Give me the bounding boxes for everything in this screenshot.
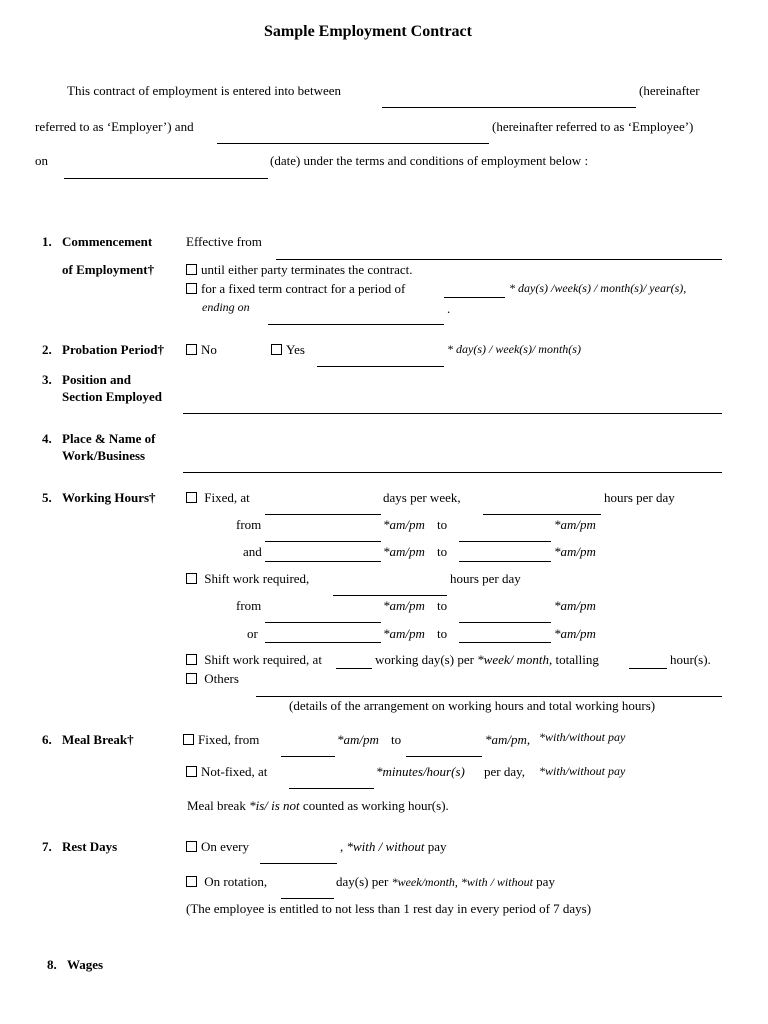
s1-opt2-label: for a fixed term contract for a period of [201, 281, 406, 296]
s6-meal-b: *is/ is not [249, 798, 300, 813]
s5-and-blank[interactable] [265, 561, 381, 562]
s5-hours-blank[interactable] [483, 514, 601, 515]
employer-name-blank[interactable] [382, 107, 636, 108]
s2-no-label: No [201, 342, 217, 357]
s1-opt1-label: until either party terminates the contract. [201, 262, 413, 277]
s5-or: or [247, 626, 258, 641]
s7-on-every-label: On every [201, 839, 250, 854]
s6-meal-note [187, 799, 449, 812]
s7-days-per: day(s) per [336, 874, 389, 889]
s5-shift2-checkbox[interactable] [186, 654, 197, 665]
intro-line1: This contract of employment is entered into between [67, 83, 341, 98]
s6-pay-1: *with/without pay [539, 730, 626, 744]
s6-per-day: per day, [484, 764, 526, 779]
s6-minutes-blank[interactable] [289, 788, 374, 789]
s6-number: 6. [42, 732, 52, 747]
s6-notfixed-label: Not-fixed, at [201, 764, 268, 779]
employee-name-blank[interactable] [217, 143, 489, 144]
s4-number: 4. [42, 431, 52, 446]
s5-working-days-label: working day(s) per [375, 652, 474, 667]
s5-number: 5. [42, 490, 52, 505]
s5-to-1: to [437, 517, 448, 532]
s2-yes-label: Yes [286, 342, 305, 357]
s7-rotation-checkbox[interactable] [186, 876, 197, 887]
s6-from-blank[interactable] [281, 756, 335, 757]
s5-ampm-4: *am/pm [554, 544, 596, 559]
s6-to-blank[interactable] [406, 756, 482, 757]
s7-title: Rest Days [62, 839, 118, 854]
s5-days-per-week: days per week, [383, 490, 461, 505]
s6-fixed [183, 733, 259, 746]
s7-on-every-tail [340, 840, 447, 853]
s5-ampm-7: *am/pm [383, 626, 425, 641]
s5-ampm-2: *am/pm [554, 517, 596, 532]
s6-pay-2: *with/without pay [539, 764, 626, 778]
s5-to-2-blank[interactable] [459, 561, 551, 562]
s7-comma: , [340, 839, 344, 854]
s7-pay-2: pay [536, 874, 555, 889]
s6-fixed-label: Fixed, from [198, 732, 260, 747]
s1-title-b: of Employment† [62, 262, 155, 277]
s5-week-month: *week/ month, [477, 652, 553, 667]
page-title: Sample Employment Contract [264, 23, 472, 40]
s5-to-3-blank[interactable] [459, 622, 551, 623]
s5-from-2-blank[interactable] [265, 622, 381, 623]
s5-hours-per-day: hours per day [604, 490, 675, 505]
s3-title-a: Position and [62, 372, 131, 387]
s7-rotation-blank[interactable] [281, 898, 334, 899]
s7-on-every [186, 840, 249, 853]
s5-to-2: to [437, 544, 448, 559]
s1-ending-blank[interactable] [268, 324, 444, 325]
intro-on: on [35, 153, 48, 168]
s8-title: Wages [67, 957, 104, 972]
s6-title: Meal Break† [62, 732, 134, 747]
s7-rotation-tail [336, 875, 555, 888]
s1-effective-label: Effective from [186, 234, 262, 249]
s7-note: (The employee is entitled to not less than 1 rest day in every period of 7 days) [186, 901, 592, 916]
s6-to: to [391, 732, 402, 747]
s5-others-checkbox[interactable] [186, 673, 197, 684]
s5-shift-label: Shift work required, [204, 571, 310, 586]
s5-fixed [186, 491, 250, 504]
s2-title: Probation Period† [62, 342, 164, 357]
s7-week-month: *week/month, *with / without [391, 875, 533, 889]
s5-shift-hours-blank[interactable] [333, 595, 447, 596]
s6-notfixed-checkbox[interactable] [186, 766, 197, 777]
s1-ending: ending on [202, 300, 250, 314]
s5-shift [186, 572, 309, 585]
s5-fixed-checkbox[interactable] [186, 492, 197, 503]
s1-opt1 [186, 263, 413, 276]
s5-ampm-5: *am/pm [383, 598, 425, 613]
s2-yes [271, 343, 305, 356]
s1-opt1-checkbox[interactable] [186, 264, 197, 275]
s1-title-a: Commencement [62, 234, 153, 249]
s6-minutes: *minutes/hour(s) [376, 764, 465, 779]
s5-from-1-blank[interactable] [265, 541, 381, 542]
s5-ampm-8: *am/pm [554, 626, 596, 641]
s5-and: and [243, 544, 262, 559]
s1-period-dot: . [447, 301, 451, 316]
s5-ampm-6: *am/pm [554, 598, 596, 613]
s5-shift2-label: Shift work required, at [204, 652, 322, 667]
s2-yes-checkbox[interactable] [271, 344, 282, 355]
s5-title: Working Hours† [62, 490, 156, 505]
s4-title-b: Work/Business [62, 448, 146, 463]
s5-hours: hour(s). [670, 652, 711, 667]
s5-to-1-blank[interactable] [459, 541, 551, 542]
s5-shift-hours-per-day: hours per day [450, 571, 521, 586]
s7-on-every-checkbox[interactable] [186, 841, 197, 852]
s2-units: * day(s) / week(s)/ month(s) [447, 342, 581, 356]
s5-shift-checkbox[interactable] [186, 573, 197, 584]
s4-place-blank[interactable] [183, 472, 722, 473]
s3-title-b: Section Employed [62, 389, 163, 404]
s6-ampm-1: *am/pm [337, 732, 379, 747]
intro-line2-start: referred to as ‘Employer’) and [35, 119, 194, 134]
s5-to-3: to [437, 598, 448, 613]
s2-period-blank[interactable] [317, 366, 444, 367]
s1-effective-blank[interactable] [276, 259, 722, 260]
s5-to-4-blank[interactable] [459, 642, 551, 643]
intro-line2-end: (hereinafter referred to as ‘Employee’) [492, 119, 694, 134]
s5-shift2 [186, 653, 322, 666]
s5-from-1: from [236, 517, 262, 532]
s7-on-every-blank[interactable] [260, 863, 337, 864]
s5-or-blank[interactable] [265, 642, 381, 643]
s5-days-blank[interactable] [265, 514, 381, 515]
s6-meal-a: Meal break [187, 798, 246, 813]
s5-others-blank[interactable] [256, 696, 722, 697]
s1-period-blank[interactable] [444, 297, 505, 298]
s3-number: 3. [42, 372, 52, 387]
s7-number: 7. [42, 839, 52, 854]
s5-others [186, 672, 239, 685]
intro-line3-end: (date) under the terms and conditions of employment below : [270, 153, 589, 168]
s5-shift2-days-blank[interactable] [336, 668, 372, 669]
s5-to-4: to [437, 626, 448, 641]
s2-number: 2. [42, 342, 52, 357]
s6-notfixed [186, 765, 267, 778]
s1-number: 1. [42, 234, 52, 249]
s6-ampm-2: *am/pm, [485, 732, 531, 747]
s6-fixed-checkbox[interactable] [183, 734, 194, 745]
s5-total-hours-blank[interactable] [629, 668, 667, 669]
s5-from-2: from [236, 598, 262, 613]
s3-position-blank[interactable] [183, 413, 722, 414]
s1-units: * day(s) /week(s) / month(s)/ year(s), [509, 281, 687, 295]
s2-no [186, 343, 217, 356]
s5-ampm-3: *am/pm [383, 544, 425, 559]
s1-opt2 [186, 282, 405, 295]
s7-pay-1: pay [427, 839, 447, 854]
intro-hereinafter: (hereinafter [639, 83, 700, 98]
s7-rotation-label: On rotation, [204, 874, 268, 889]
s5-others-label: Others [204, 671, 239, 686]
s5-working-days [375, 653, 599, 666]
s5-fixed-label: Fixed, at [204, 490, 250, 505]
s5-totalling: totalling [555, 652, 599, 667]
s7-with-without-1: *with / without [346, 839, 425, 854]
s7-rotation [186, 875, 267, 888]
contract-date-blank[interactable] [64, 178, 268, 179]
s5-ampm-1: *am/pm [383, 517, 425, 532]
s2-no-checkbox[interactable] [186, 344, 197, 355]
s4-title-a: Place & Name of [62, 431, 156, 446]
s8-number: 8. [47, 957, 57, 972]
s6-meal-c: counted as working hour(s). [302, 798, 449, 813]
s1-opt2-checkbox[interactable] [186, 283, 197, 294]
s5-details: (details of the arrangement on working hours and total working hours) [289, 698, 656, 713]
